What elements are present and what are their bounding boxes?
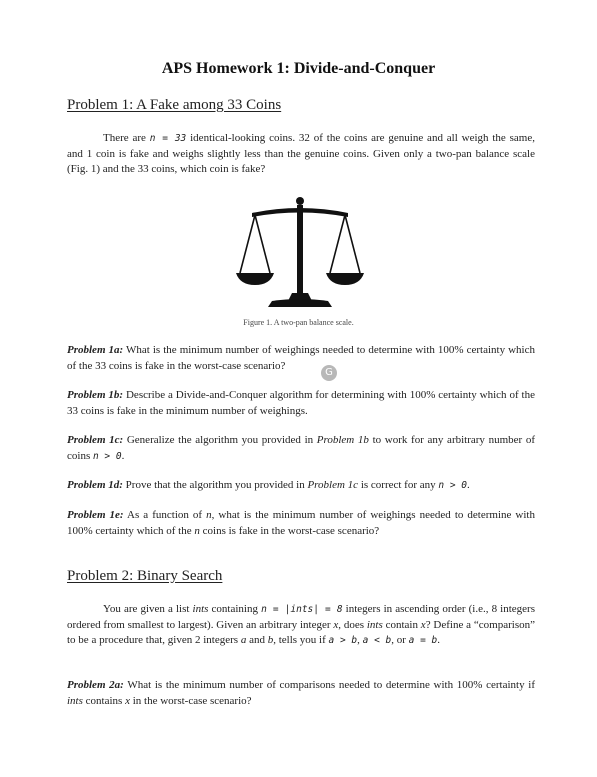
problem-1d: Problem 1d: Prove that the algorithm you provided in Problem 1c is correct for any n > 0. <box>67 479 470 491</box>
problem-1a: Problem 1a: What is the minimum number of weighings needed to determine with 100% certainty which of the 33 coins is fake in the worst-case scenario? <box>67 344 535 372</box>
figure-caption: Figure 1. A two-pan balance scale. <box>243 318 354 327</box>
problem-1-intro: There are n = 33 identical-looking coins. 32 of the coins are genuine and all weigh the same, and 1 coin is fake and weighs slightly less than the genuine coins. Given only a two-pan balance scale (Fig. 1) and the 33 coins, which coin is fake? <box>67 132 535 175</box>
problem-2-intro: You are given a list ints containing n = |ints| = 8 integers in ascending order (i.e., 8 integers ordered from smallest to largest). Given an arbitrary integer x, does ints contain x? Define a “comparison” to be a procedure that, given 2 integers a and b, tells you if a > b, a < b, or a = b. <box>67 603 535 646</box>
problem-1c: Problem 1c: Generalize the algorithm you provided in Problem 1b to work for any arbitrary number of coins n > 0. <box>67 434 535 462</box>
problem-1-heading: Problem 1: A Fake among 33 Coins <box>67 97 282 113</box>
problem-2-heading: Problem 2: Binary Search <box>67 568 223 584</box>
document-title: APS Homework 1: Divide-and-Conquer <box>161 60 436 77</box>
problem-2a: Problem 2a: What is the minimum number of comparisons needed to determine with 100% certainty if ints contains x in the worst-case scenario? <box>67 679 535 707</box>
balance-scale-icon <box>232 193 368 313</box>
cursor-indicator-icon: G <box>321 365 337 381</box>
problem-1e: Problem 1e: As a function of n, what is the minimum number of weighings needed to determine with 100% certainty which of the n coins is fake in the worst-case scenario? <box>67 509 535 537</box>
problem-1b: Problem 1b: Describe a Divide-and-Conquer algorithm for determining with 100% certainty which of the 33 coins is fake in the minimum number of weighings. <box>67 389 535 417</box>
